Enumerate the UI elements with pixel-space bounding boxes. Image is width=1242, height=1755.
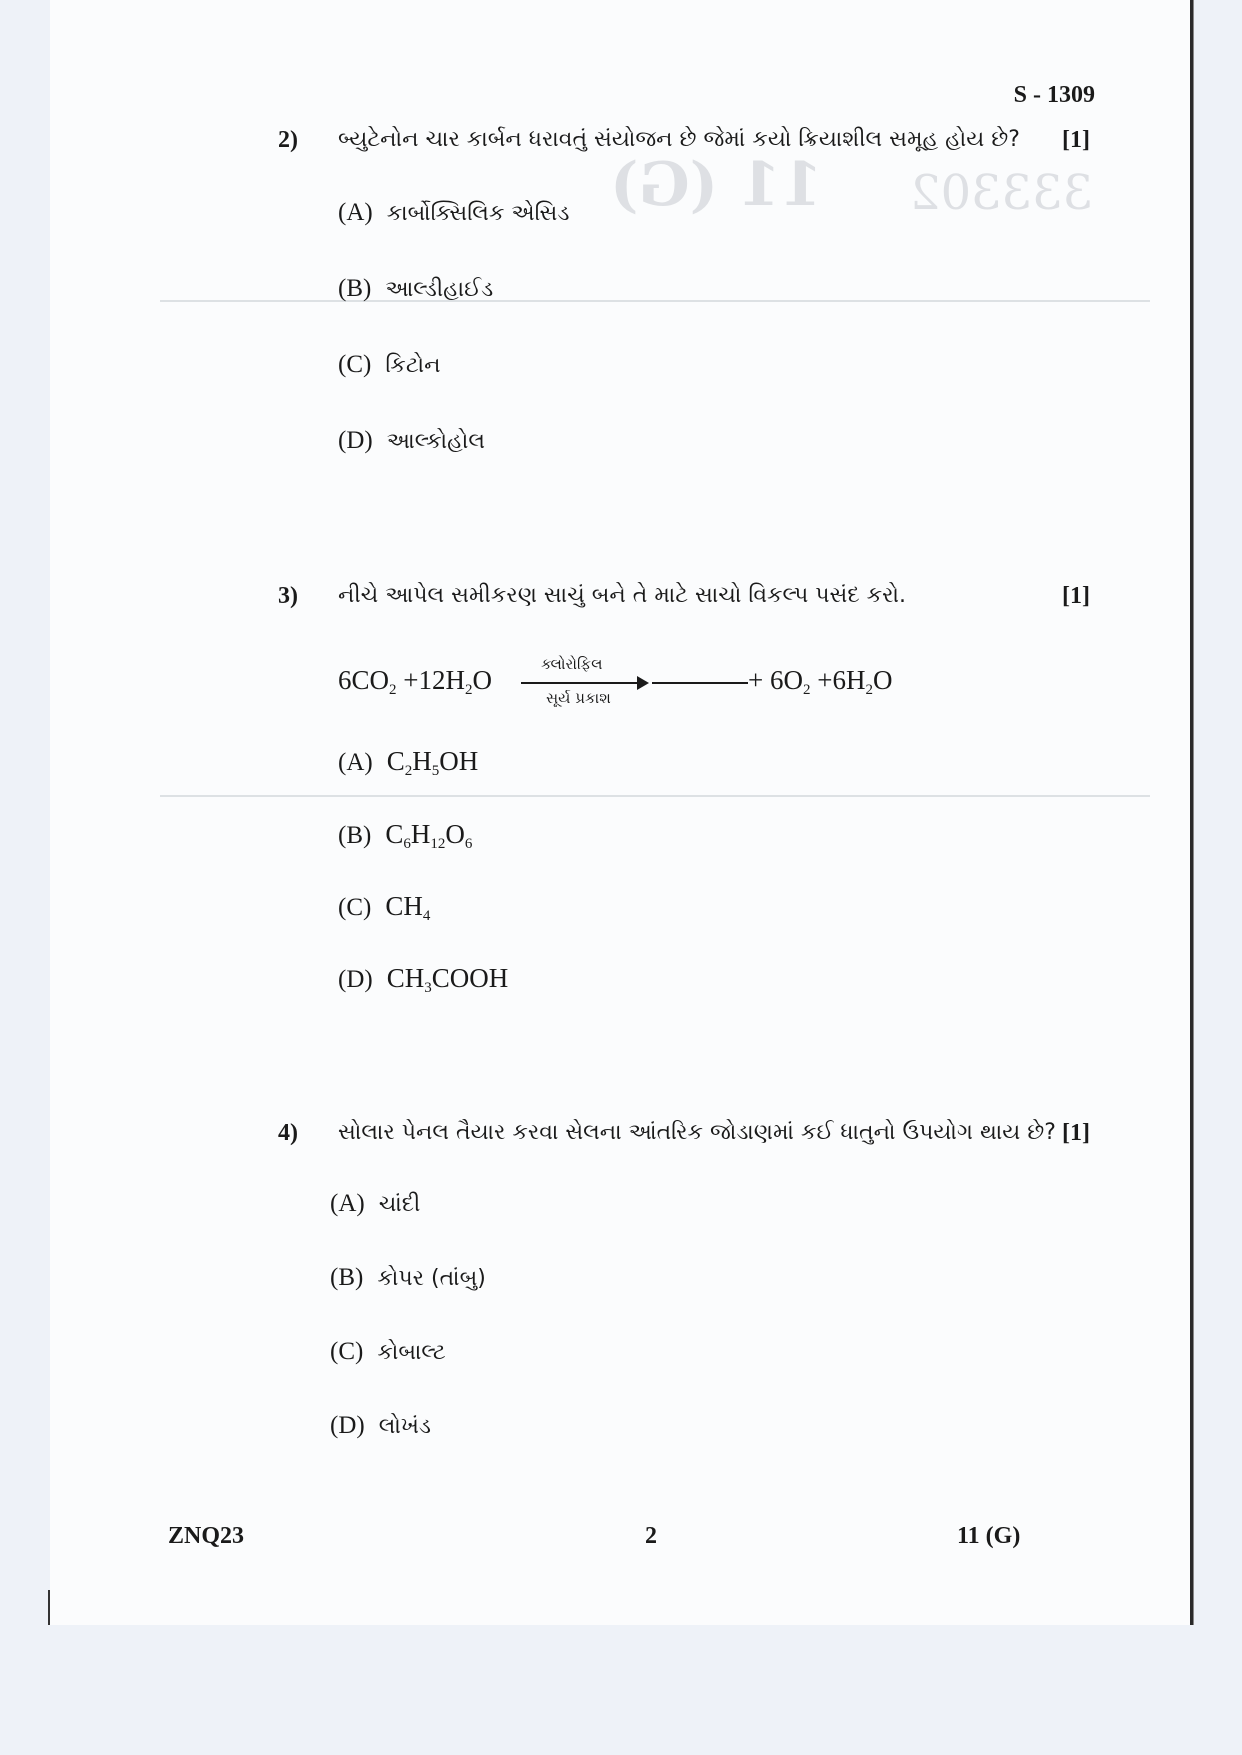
reactant-water-o: O <box>472 665 492 695</box>
option-formula <box>385 819 473 852</box>
subscript: 5 <box>431 763 440 779</box>
question-number: 4) <box>278 1120 298 1146</box>
option-b <box>338 275 493 303</box>
question-text: સોલાર પેનલ તૈયાર કરવા સેલના આંતરિક જોડાણમાં કઈ ધાતુનો ઉપયોગ થાય છે? <box>338 1120 1056 1145</box>
page-number: 2 <box>645 1523 657 1549</box>
subscript: 2 <box>865 682 873 698</box>
option-label: (D) <box>330 1412 365 1439</box>
photosynthesis-equation <box>338 655 938 715</box>
option-label: (B) <box>338 275 372 302</box>
option-formula <box>386 746 479 779</box>
bleed-through-number: 333302 <box>910 165 1094 221</box>
product-oxygen: + 6O <box>748 665 803 695</box>
exam-page <box>50 0 1193 1625</box>
formula-part: CH <box>385 891 423 921</box>
option-formula <box>386 963 509 996</box>
page-edge-mark <box>48 1590 50 1625</box>
option-label: (B) <box>330 1264 364 1291</box>
option-formula <box>385 891 431 924</box>
option-b <box>338 819 472 853</box>
option-c <box>338 891 430 925</box>
bleed-through-stamp: 11 (G) <box>610 150 823 220</box>
option-label: (C) <box>330 1338 364 1365</box>
option-d <box>338 963 508 997</box>
formula-part: CH <box>386 963 425 993</box>
option-label: (B) <box>338 822 372 849</box>
option-text: કિટોન <box>385 353 441 378</box>
bleed-through-rule <box>160 795 1150 797</box>
option-c <box>330 1338 446 1366</box>
question-number: 2) <box>278 127 298 153</box>
option-text: લોખંડ <box>378 1414 432 1439</box>
subscript: 6 <box>464 836 473 852</box>
subscript: 12 <box>430 836 446 852</box>
equation-products <box>748 665 892 699</box>
formula-part: C <box>385 819 404 849</box>
option-text: ચાંદી <box>378 1192 421 1217</box>
option-text: કોબાલ્ટ <box>377 1340 446 1365</box>
option-text: આલ્ડીહાઈડ <box>385 277 494 302</box>
option-label: (A) <box>330 1190 365 1217</box>
option-d <box>330 1412 431 1440</box>
paper-code: S - 1309 <box>1013 82 1095 108</box>
option-d <box>338 427 485 455</box>
option-label: (A) <box>338 199 373 226</box>
formula-part: COOH <box>431 963 509 993</box>
subscript: 2 <box>465 682 473 698</box>
formula-part: OH <box>439 746 479 776</box>
footer-paper-id: 11 (G) <box>957 1523 1021 1549</box>
reactant-water: +12H <box>396 665 465 695</box>
option-label: (D) <box>338 966 373 993</box>
option-a <box>338 199 569 227</box>
option-text: કોપર (તાંબુ) <box>377 1266 486 1291</box>
option-label: (A) <box>338 749 373 776</box>
option-label: (D) <box>338 427 373 454</box>
option-a <box>338 746 478 780</box>
formula-part: H <box>410 819 431 849</box>
subscript: 2 <box>802 682 811 698</box>
option-text: આલ્કોહોલ <box>386 429 485 454</box>
product-water-o: O <box>872 665 893 695</box>
product-water: +6H <box>810 665 866 695</box>
reaction-condition-top: ક્લોરોફિલ <box>541 655 603 673</box>
bleed-through-rule <box>160 300 1150 302</box>
reaction-condition-bottom: સૂર્ય પ્રકાશ <box>546 689 611 707</box>
subscript: 2 <box>404 763 413 779</box>
question-marks: [1] <box>1062 583 1090 609</box>
option-c <box>338 351 441 379</box>
reactant-co: 6CO <box>338 665 390 695</box>
option-b <box>330 1264 486 1292</box>
question-text: બ્યુટેનોન ચાર કાર્બન ધરાવતું સંયોજન છે જેમાં કયો ક્રિયાશીલ સમૂહ હોય છે? <box>338 127 1020 152</box>
reaction-arrow-head <box>637 676 649 690</box>
subscript: 6 <box>403 836 411 852</box>
subscript: 4 <box>422 908 431 924</box>
formula-part: O <box>445 819 465 849</box>
question-marks: [1] <box>1062 1120 1090 1146</box>
question-number: 3) <box>278 583 298 609</box>
option-label: (C) <box>338 351 372 378</box>
subscript: 2 <box>389 682 397 698</box>
equation-reactants <box>338 665 492 699</box>
blank-line <box>652 682 748 684</box>
question-marks: [1] <box>1062 127 1090 153</box>
reaction-arrow-line <box>521 682 639 684</box>
option-label: (C) <box>338 894 372 921</box>
option-text: કાર્બોક્સિલિક એસિડ <box>386 201 570 226</box>
option-a <box>330 1190 420 1218</box>
formula-part: C <box>386 746 405 776</box>
footer-code: ZNQ23 <box>168 1523 245 1549</box>
subscript: 3 <box>424 980 432 996</box>
question-text: નીચે આપેલ સમીકરણ સાચું બને તે માટે સાચો વિકલ્પ પસંદ કરો. <box>338 583 907 608</box>
formula-part: H <box>412 746 432 776</box>
